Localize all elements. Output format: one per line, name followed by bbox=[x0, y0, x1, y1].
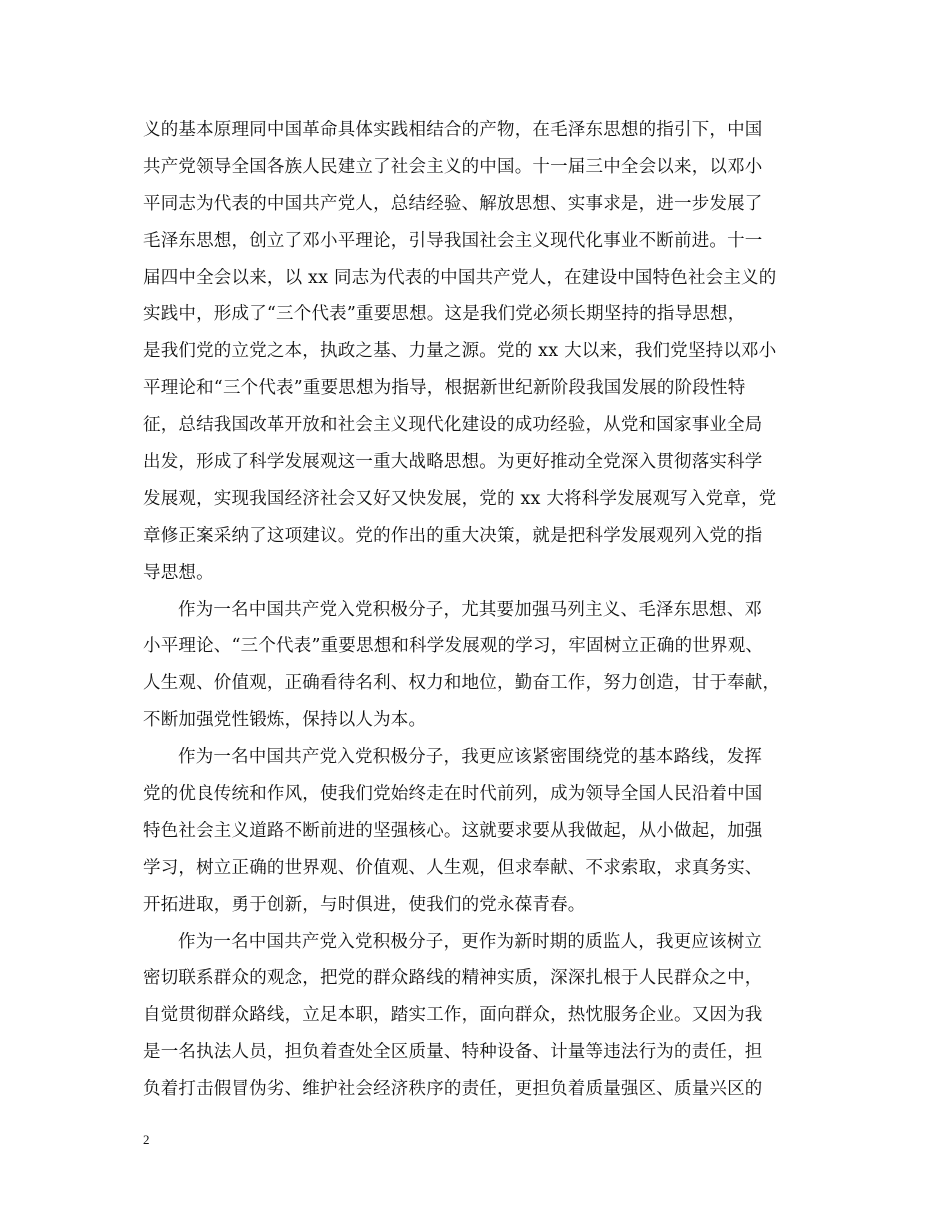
text-line: 开拓进取，勇于创新，与时俱进，使我们的党永葆青春。 bbox=[143, 894, 586, 915]
text-line: 人生观、价值观，正确看待名利、权力和地位，勤奋工作，努力创造，甘于奉献， bbox=[143, 673, 781, 694]
text-line: 党的优良传统和作风，使我们党始终走在时代前列，成为领导全国人民沿着中国 bbox=[143, 784, 763, 805]
text-line: 是一名执法人员，担负着查处全区质量、特种设备、计量等违法行为的责任，担 bbox=[143, 1042, 763, 1063]
text-line: 章修正案采纳了这项建议。党的作出的重大决策，就是把科学发展观列入党的指 bbox=[143, 525, 763, 546]
text-line: 是我们党的立党之本，执政之基、力量之源。党的 xx 大以来，我们党坚持以邓小 bbox=[143, 341, 777, 362]
text-line: 平同志为代表的中国共产党人，总结经验、解放思想、实事求是，进一步发展了 bbox=[143, 193, 763, 214]
text-line: 负着打击假冒伪劣、维护社会经济秩序的责任，更担负着质量强区、质量兴区的 bbox=[143, 1079, 763, 1100]
text-line: 平理论和“三个代表”重要思想为指导，根据新世纪新阶段我国发展的阶段性特 bbox=[143, 378, 746, 399]
text-line: 自觉贯彻群众路线，立足本职，踏实工作，面向群众，热忱服务企业。又因为我 bbox=[143, 1005, 763, 1026]
text-line: 特色社会主义道路不断前进的坚强核心。这就要求要从我做起，从小做起，加强 bbox=[143, 820, 763, 841]
text-line: 出发，形成了科学发展观这一重大战略思想。为更好推动全党深入贯彻落实科学 bbox=[143, 452, 763, 473]
paragraph-first-line: 作为一名中国共产党入党积极分子，我更应该紧密围绕党的基本路线，发挥 bbox=[178, 747, 763, 768]
paragraph-first-line: 作为一名中国共产党入党积极分子，尤其要加强马列主义、毛泽东思想、邓 bbox=[178, 599, 763, 620]
text-line: 导思想。 bbox=[143, 562, 214, 583]
text-line: 不断加强党性锻炼，保持以人为本。 bbox=[143, 710, 427, 731]
text-line: 密切联系群众的观念，把党的群众路线的精神实质，深深扎根于人民群众之中， bbox=[143, 968, 763, 989]
text-line: 征，总结我国改革开放和社会主义现代化建设的成功经验，从党和国家事业全局 bbox=[143, 415, 763, 436]
text-line: 小平理论、“三个代表”重要思想和科学发展观的学习，牢固树立正确的世界观、 bbox=[143, 636, 764, 657]
text-line: 共产党领导全国各族人民建立了社会主义的中国。十一届三中全会以来，以邓小 bbox=[143, 156, 763, 177]
text-line: 发展观，实现我国经济社会又好又快发展，党的 xx 大将科学发展观写入党章，党 bbox=[143, 488, 777, 509]
text-line: 毛泽东思想，创立了邓小平理论，引导我国社会主义现代化事业不断前进。十一 bbox=[143, 230, 763, 251]
text-line: 实践中，形成了“三个代表”重要思想。这是我们党必须长期坚持的指导思想， bbox=[143, 304, 746, 325]
body-text bbox=[143, 112, 813, 1108]
text-line: 学习，树立正确的世界观、价值观、人生观，但求奉献、不求索取，求真务实、 bbox=[143, 857, 763, 878]
paragraph-first-line: 作为一名中国共产党入党积极分子，更作为新时期的质监人，我更应该树立 bbox=[178, 931, 763, 952]
text-line: 届四中全会以来，以 xx 同志为代表的中国共产党人，在建设中国特色社会主义的 bbox=[143, 267, 777, 288]
page-number: 2 bbox=[143, 1132, 150, 1147]
text-line: 义的基本原理同中国革命具体实践相结合的产物，在毛泽东思想的指引下，中国 bbox=[143, 120, 763, 140]
